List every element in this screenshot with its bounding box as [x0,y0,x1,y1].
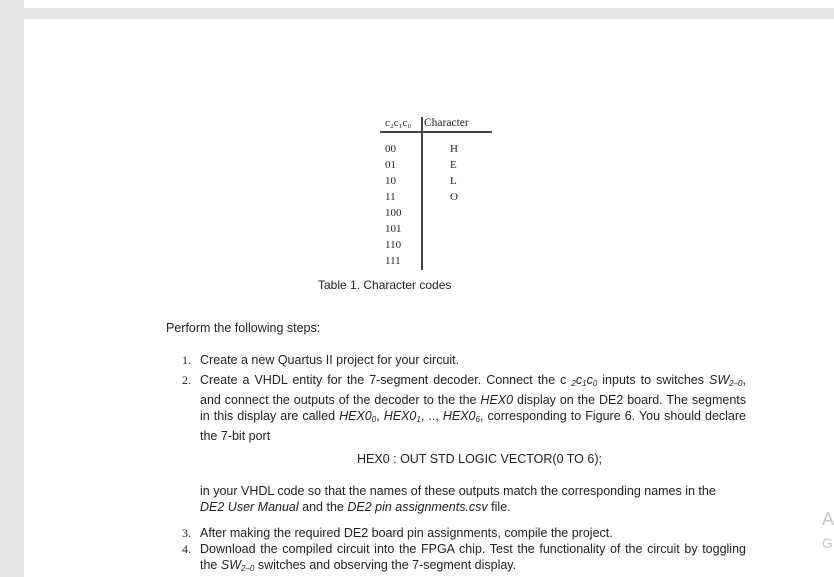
steps-list-continued [182,525,746,577]
code-cell: 110 [385,239,402,251]
step-3 [182,525,746,541]
step-2: 2. Create a VHDL entity for the 7-segment decoder. Connect the c $_2c_1c_0$ inputs to switches $SW_{2-0}$, and connect the outputs of the decoder to the the HEX0 display on the DE2 board. The segments in this display are called $HEX0_0$, $HEX0_1$, .., $HEX0_6$, corresponding to Figure 6. You should declare the 7-bit port [182,373,747,443]
char-cell: E [450,159,457,171]
csv-filename: DE2 pin assignments.csv [347,500,488,514]
step-text: Download the compiled circuit into the FPGA chip. Test the functionality of the circuit by toggling the [200,542,746,572]
switch-name: $SW_{2-0}$ [220,558,255,573]
manual-title: DE2 User Manual [200,500,299,514]
table-character-column [450,141,458,205]
table-column-rule [421,117,423,270]
code-cell: 01 [385,159,396,171]
step-number: 3. [182,526,191,540]
step-text: After making the required DE2 board pin assignments, compile the project. [200,526,613,540]
code-cell: 111 [385,255,401,267]
hex-segment-6: $HEX0_6$ [442,409,480,424]
code-cell: 101 [385,223,402,235]
c-inputs-label: $_2c_1c_0$ [571,373,598,388]
hex0-name: HEX0 [480,393,514,407]
steps-list [182,352,746,444]
step-number: 4. [182,542,191,556]
left-gutter [0,0,24,577]
step-4: 4. Download the compiled circuit into the FPGA chip. Test the functionality of the circuit by toggling the $SW_{2-0}$ switches and observing the 7-segment display. [182,542,746,573]
hex-segment-0: $HEX0_0$ [339,409,377,424]
code-cell: 100 [385,207,402,219]
code-cell: 11 [385,191,396,203]
top-bar [24,8,834,19]
port-declaration-code: HEX0 : OUT STD LOGIC VECTOR(0 TO 6); [357,452,602,466]
hex-segment-1: $HEX0_1$ [383,409,421,424]
top-margin [0,0,834,8]
step-number: 1. [182,353,191,367]
table-caption: Table 1. Character codes [318,278,452,292]
steps-intro: Perform the following steps: [166,321,321,335]
edge-glyph-g: G [822,535,833,551]
char-cell: O [450,191,458,203]
char-cell: L [450,175,457,187]
step-1 [182,352,746,368]
table-header-code: c₂c₁c₀ [385,117,412,129]
table-code-column [385,141,402,269]
edge-glyph-a: A [822,509,834,529]
port-explanation: in your VHDL code so that the names of these outputs match the corresponding names in the DE2 User Manual and the DE2 pin assignments.csv file. [200,484,716,514]
char-cell: H [450,143,458,155]
table-header-character: Character [424,117,469,129]
step-number: 2. [182,373,191,387]
switch-name: $SW_{2-0}$ [709,373,743,388]
character-code-table [380,116,495,276]
step-text: Create a new Quartus II project for your circuit. [200,353,460,367]
code-cell: 10 [385,175,396,187]
step-text: Create a VHDL entity for the 7-segment decoder. Connect the c [200,373,572,387]
table-header-rule [380,131,492,133]
code-cell: 00 [385,143,396,155]
